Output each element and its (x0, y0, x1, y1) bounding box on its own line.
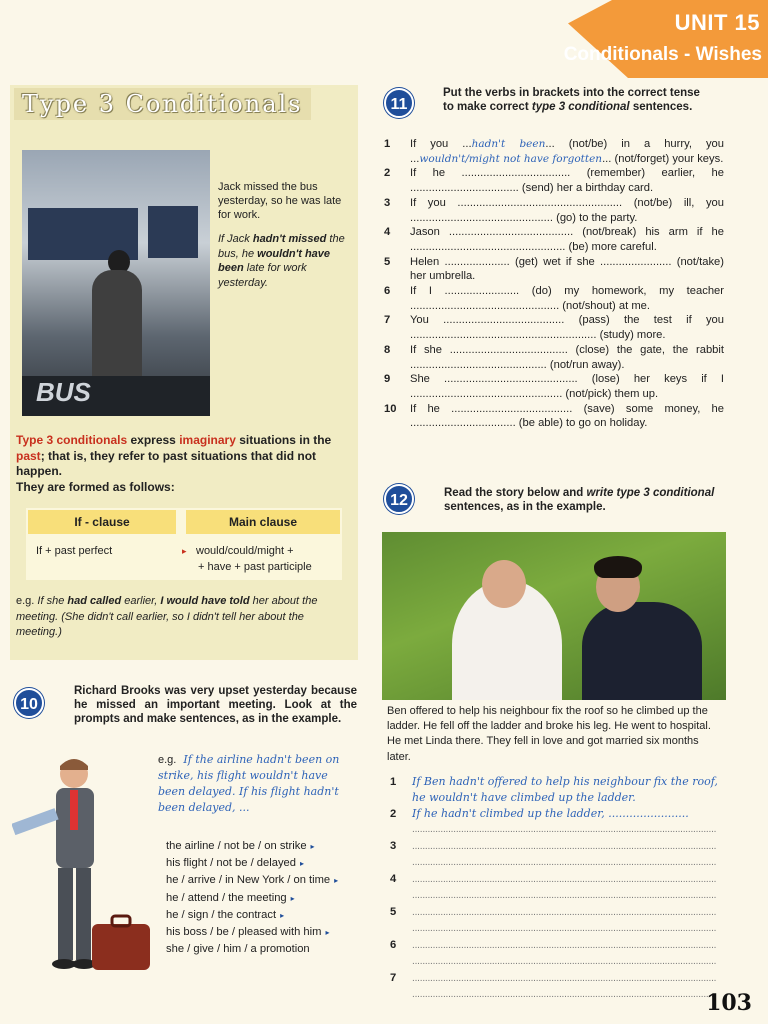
prompt-text: she / give / him / a promotion (166, 943, 310, 956)
exercise-11-badge: 11 (384, 88, 414, 118)
jack-text: Jack missed the bus yesterday, so he was late for work. (218, 181, 342, 221)
answer-line[interactable]: ...................................................................................................................... (412, 940, 717, 951)
prompt-text: his boss / be / pleased with him (166, 926, 322, 939)
answer-line[interactable]: ...................................................................................................................... (412, 923, 717, 934)
prompt-text: he / arrive / in New York / on time (166, 874, 331, 887)
item-number: 6 (384, 285, 391, 298)
jack-example-part: late for work yesterday. (218, 262, 307, 289)
groom (582, 602, 702, 700)
page-number: 103 (706, 990, 752, 1016)
type3-title: Type 3 Conditionals (14, 88, 311, 120)
answer-line[interactable]: ...................................................................................................................... (412, 874, 717, 885)
bullet-icon: ▸ (310, 842, 315, 851)
instr-italic: write type 3 conditional (586, 487, 715, 499)
answer-row (390, 838, 726, 855)
table-cell-if: If + past perfect (36, 545, 113, 557)
instr-part: Read the story below and (444, 487, 587, 499)
item-number: 8 (384, 343, 391, 356)
answer-row (390, 937, 726, 954)
exercise-item (384, 313, 724, 342)
instr-part: sentences. (629, 101, 693, 113)
jack-example-bold: hadn't missed (252, 233, 327, 245)
item-text: Helen ..................... (get) wet if she ....................... (not/take) her umbrella. (410, 255, 724, 283)
answer-line[interactable]: ...................................................................................................................... (412, 824, 717, 835)
item-text: If he ................................... (remember) earlier, he ................................... (send) her a birthday card. (410, 167, 724, 195)
bullet-icon: ▸ (325, 928, 330, 938)
prompt-text: he / sign / the contract (166, 908, 277, 921)
instr-italic: type 3 conditional (531, 101, 630, 113)
handwritten-answer: wouldn't/might not have forgotten (419, 152, 603, 165)
answer-line[interactable]: ...................................................................................................................... (412, 890, 717, 901)
item-text: She ........................................... (lose) her keys if I ................................................. (not/pick) them up. (410, 373, 724, 400)
table-cell-main-b: + have + past participle (198, 561, 312, 573)
exercise-10-example (158, 752, 358, 816)
answer-row (390, 921, 726, 937)
prompt-text: his flight / not be / delayed (166, 857, 296, 870)
exercise-item (384, 372, 724, 401)
desc-part: express (127, 433, 180, 447)
groom-hair (594, 556, 642, 578)
answer-number: 4 (390, 873, 397, 885)
exercise-11-list (384, 137, 724, 431)
answer-row (390, 871, 726, 888)
answer-row (390, 954, 726, 970)
item-text: If she ...................................... (close) the gate, the rabbit ............................................ (not/run away). (410, 343, 724, 371)
answer-row (390, 970, 726, 987)
handwritten-example: If the airline hadn't been on strike, his flight wouldn't have been delayed. If his flight hadn't been delayed, ... (158, 753, 340, 814)
desc-part: ; that is, they refer to past situations that did not happen. (16, 448, 317, 478)
item-text: If he ....................................... (save) some money, he .................................. (be able) to go on holiday. (410, 402, 724, 430)
item-text: If you ..................................................... (not/be) ill, you .............................................. (go) to the party. (410, 196, 724, 224)
exercise-item (384, 343, 724, 372)
bride-head (482, 560, 526, 608)
exercise-item (384, 196, 724, 225)
exercise-item (384, 225, 724, 254)
exercise-item (384, 166, 724, 195)
item-part: ... (not/forget) your keys. (602, 152, 724, 165)
item-number: 2 (384, 167, 391, 180)
answer-number: 1 (390, 776, 397, 788)
prompt-item (166, 941, 356, 957)
prompt-text: he / attend / the meeting (166, 891, 287, 904)
jack-example-part: If Jack (218, 233, 253, 245)
exercise-item (384, 402, 724, 431)
desc-highlight: imaginary (179, 433, 236, 447)
prompt-item (166, 924, 356, 941)
jack-example-bold: wouldn't have been (218, 247, 331, 274)
answer-line[interactable]: ...................................................................................................................... (412, 907, 717, 918)
item-number: 9 (384, 373, 391, 386)
table-cell-main-a: would/could/might + (196, 545, 294, 557)
instr-part: Put the verbs in brackets into the correct tense to make correct (443, 87, 700, 113)
desc-highlight: past (16, 448, 41, 463)
item-number: 3 (384, 196, 391, 209)
arrow-icon: ▸ (182, 546, 187, 556)
exercise-11-instruction (443, 86, 713, 114)
jack-example-part: the bus, he (218, 233, 345, 260)
eg-bold: had called (67, 595, 122, 607)
instr-part: sentences, as in the example. (444, 501, 606, 513)
item-number: 5 (384, 255, 391, 268)
exercise-12-instruction (444, 486, 728, 514)
item-text: If I ........................ (do) my homework, my teacher ................................................ (not/shout) at me. (410, 285, 724, 312)
answer-line[interactable]: ...................................................................................................................... (412, 989, 717, 1000)
prompt-text: the airline / not be / on strike (166, 840, 307, 852)
eg-label: e.g. (16, 595, 35, 607)
handwritten-answer: If Ben hadn't offered to help his neighbour fix the roof, he wouldn't have climbed up the ladder. (412, 775, 718, 804)
item-part: ... (not/be) in a hurry, you ... (410, 138, 724, 165)
answer-number: 7 (390, 972, 397, 984)
answer-number: 3 (390, 840, 397, 852)
unit-subtitle: Conditionals - Wishes (563, 44, 762, 65)
exercise-12-story: Ben offered to help his neighbour fix the roof so he climbed up the ladder. He fell off the ladder and broke his leg. He went to hospital. He met Linda there. They fell in love and got married six months later. (387, 705, 711, 763)
desc-highlight: Type 3 conditionals (16, 433, 128, 447)
exercise-10-prompts (166, 838, 356, 957)
eg-part: earlier, (121, 595, 161, 607)
item-number: 10 (384, 402, 397, 415)
bullet-icon: ▸ (334, 876, 339, 886)
unit-title: UNIT 15 (674, 10, 760, 35)
exercise-12-answers (390, 774, 726, 1003)
answer-row (390, 774, 726, 806)
exercise-10-badge: 10 (14, 688, 44, 718)
type3-example (16, 594, 348, 641)
answer-row (390, 888, 726, 904)
road-marking: BUS (36, 377, 91, 407)
exercise-item (384, 284, 724, 313)
answer-line[interactable]: ...................................................................................................................... (412, 956, 717, 967)
exercise-item (384, 255, 724, 284)
item-number: 1 (384, 138, 391, 150)
prompt-item (166, 907, 356, 924)
answer-number: 6 (390, 939, 397, 951)
bullet-icon: ▸ (290, 893, 295, 903)
item-part: If you ... (410, 138, 472, 150)
prompt-item (166, 872, 356, 889)
desc-part: situations in the (235, 433, 332, 447)
bullet-icon: ▸ (299, 859, 304, 869)
eg-bold: I would have told (160, 595, 250, 607)
prompt-item (166, 838, 356, 855)
answer-row (390, 806, 726, 822)
prompt-item (166, 890, 356, 907)
answer-row (390, 855, 726, 871)
item-number: 7 (384, 314, 391, 327)
item-number: 4 (384, 226, 391, 239)
answer-number: 2 (390, 808, 397, 820)
answer-row (390, 904, 726, 921)
eg-part: If she (34, 595, 68, 607)
prompt-item (166, 855, 356, 872)
wedding-photo (382, 532, 726, 700)
bullet-icon: ▸ (280, 910, 285, 920)
table-header-if: If - clause (28, 510, 176, 534)
answer-line[interactable]: ...................................................................................................................... (412, 973, 717, 984)
handwritten-answer: hadn't been (471, 138, 546, 150)
answer-line[interactable]: ...................................................................................................................... (412, 857, 717, 868)
businessman-illustration (12, 752, 152, 982)
type3-description (16, 433, 351, 495)
answer-number: 5 (390, 906, 397, 918)
answer-row (390, 822, 726, 838)
desc-part: They are formed as follows: (16, 479, 175, 494)
bus-photo (22, 150, 210, 416)
eg-label: e.g. (158, 754, 177, 766)
exercise-10-instruction: Richard Brooks was very upset yesterday because he missed an important meeting. Look at the prompts and make sentences, as in the example. (74, 685, 357, 725)
jack-example (218, 232, 350, 290)
item-text (410, 137, 724, 166)
exercise-item (384, 137, 724, 166)
table-header-main: Main clause (186, 510, 340, 534)
answer-line[interactable]: ...................................................................................................................... (412, 841, 717, 852)
item-text: You ....................................... (pass) the test if you ............................................................ (study) more. (410, 314, 724, 342)
bus-window (148, 206, 198, 258)
handwritten-answer: If he hadn't climbed up the ladder, ....................... (412, 807, 689, 820)
eg-part: her about the meeting. (She didn't call earlier, so I didn't tell her about the meeting.) (16, 595, 318, 638)
item-text: Jason ........................................ (not/break) his arm if he .................................................. (be) more careful. (410, 226, 724, 253)
answer-row (390, 987, 726, 1003)
exercise-12-badge: 12 (384, 484, 414, 514)
